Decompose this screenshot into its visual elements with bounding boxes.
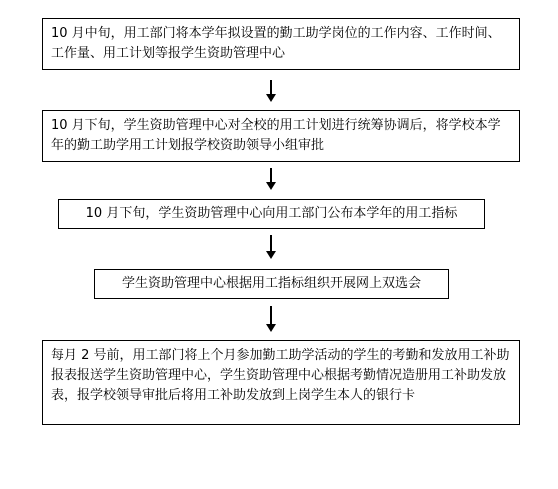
arrow-shaft (270, 80, 272, 95)
down-arrow-icon (266, 235, 276, 259)
flow-step-5: 每月 2 号前，用工部门将上个月参加勤工助学活动的学生的考勤和发放用工补助报表报送学生资助管理中心，学生资助管理中心根据考勤情况造册用工补助发放表，报学校领导审批后将用工补助发放到上岗学生本人的银行卡 (42, 340, 520, 425)
down-arrow-icon (266, 168, 276, 190)
down-arrow-icon (266, 306, 276, 332)
flow-step-4: 学生资助管理中心根据用工指标组织开展网上双选会 (94, 269, 449, 299)
flow-step-3: 10 月下旬，学生资助管理中心向用工部门公布本学年的用工指标 (58, 199, 485, 229)
arrow-head (266, 324, 276, 332)
arrow-head (266, 182, 276, 190)
down-arrow-icon (266, 80, 276, 102)
arrow-shaft (270, 306, 272, 325)
flow-step-2: 10 月下旬，学生资助管理中心对全校的用工计划进行统筹协调后，将学校本学年的勤工助学用工计划报学校资助领导小组审批 (42, 110, 520, 162)
arrow-shaft (270, 235, 272, 252)
arrow-head (266, 94, 276, 102)
flow-step-1: 10 月中旬，用工部门将本学年拟设置的勤工助学岗位的工作内容、工作时间、工作量、用工计划等报学生资助管理中心 (42, 18, 520, 70)
arrow-shaft (270, 168, 272, 183)
arrow-head (266, 251, 276, 259)
